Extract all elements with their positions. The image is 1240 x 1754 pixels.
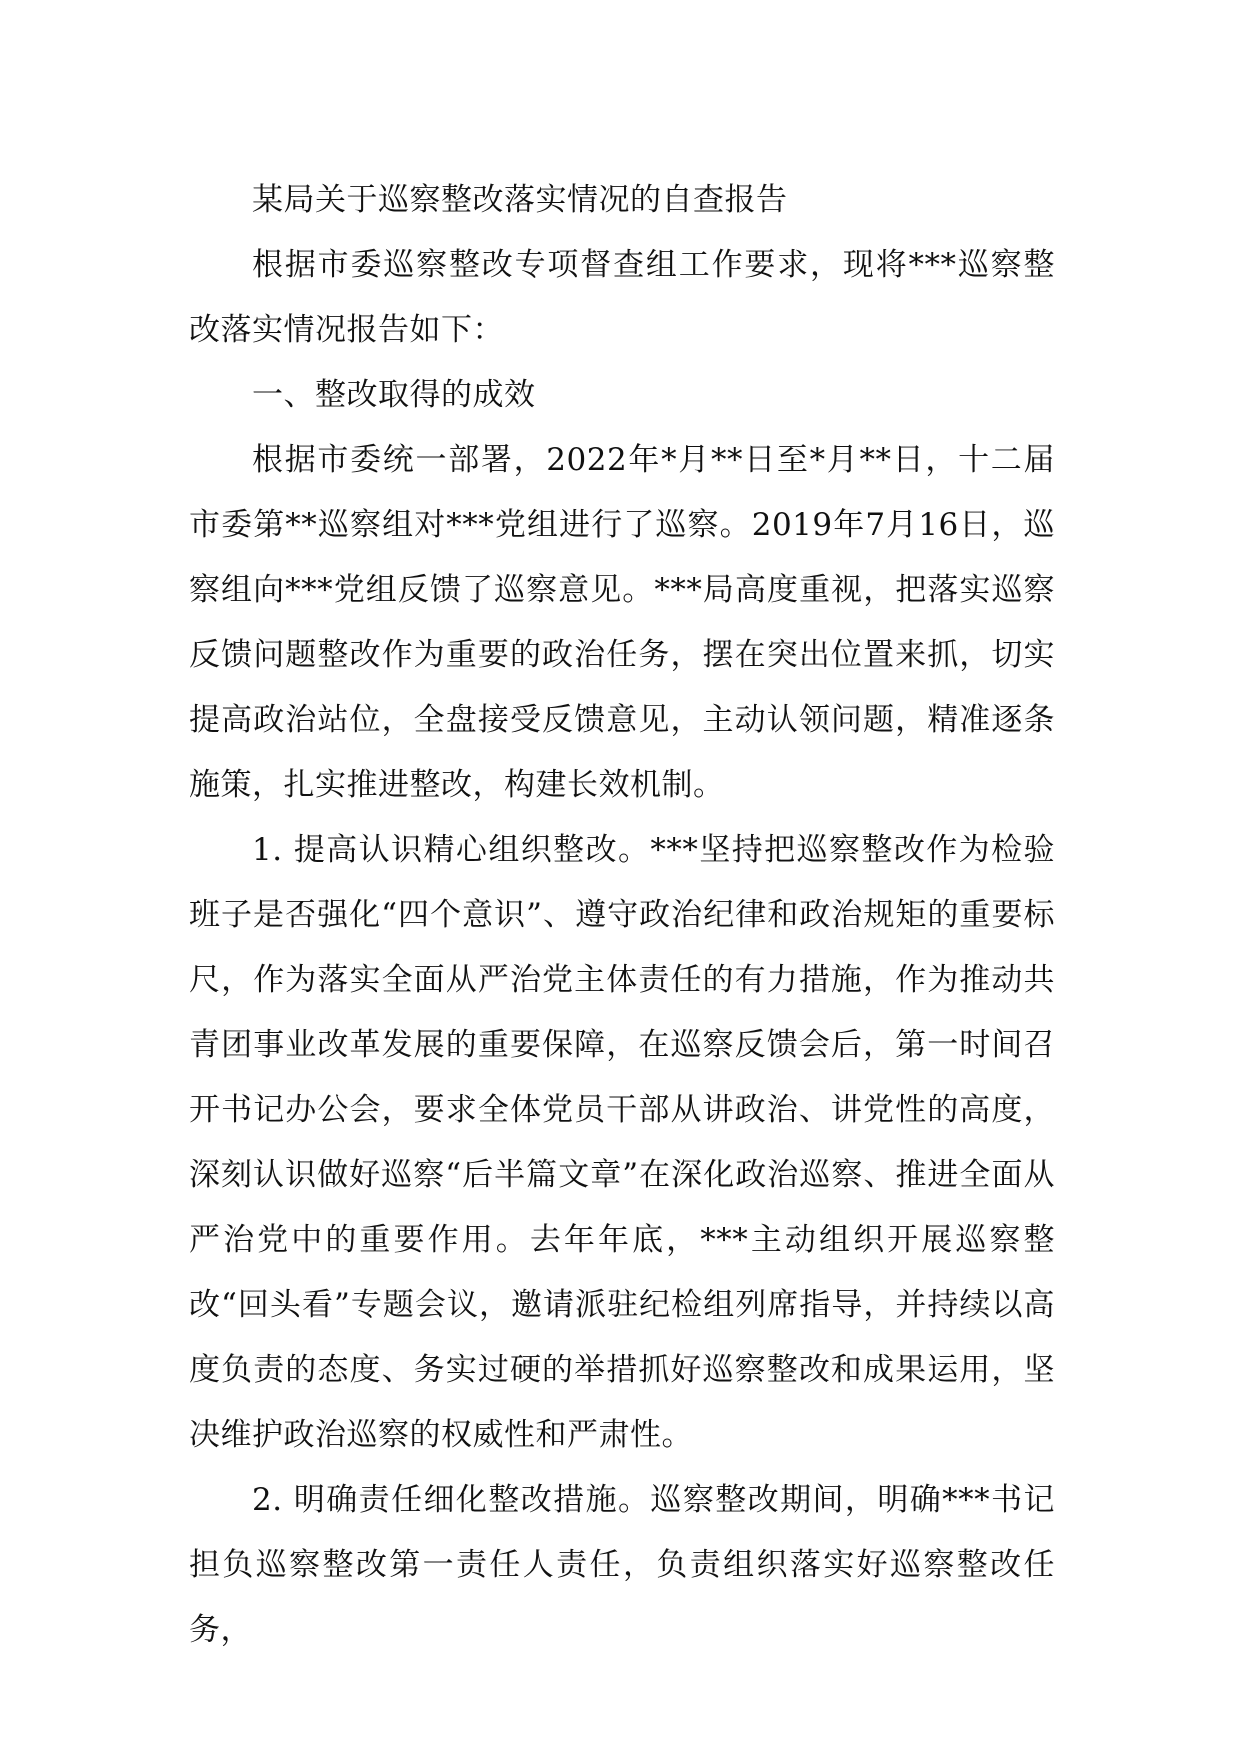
section-heading: 一、整改取得的成效 bbox=[252, 377, 536, 413]
section-paragraph: 根据市委统一部署，2022年*月**日至*月**日，十二届市委第**巡察组对***党组进行了巡察。2019年7月16日，巡察组向***党组反馈了巡察意见。***局高度重视，把落实巡察反馈问题整改作为重要的政治任务，摆在突出位置来抓，切实提高政治站位，全盘接受反馈意见，主动认领问题，精准逐条施策，扎实推进整改，构建长效机制。 bbox=[189, 442, 1055, 803]
document-body bbox=[189, 168, 1055, 1663]
numbered-item-2: 2. 明确责任细化整改措施。巡察整改期间，明确***书记担负巡察整改第一责任人责任，负责组织落实好巡察整改任务， bbox=[189, 1482, 1055, 1648]
numbered-item-1: 1. 提高认识精心组织整改。***坚持把巡察整改作为检验班子是否强化“四个意识”、遵守政治纪律和政治规矩的重要标尺，作为落实全面从严治党主体责任的有力措施，作为推动共青团事业改革发展的重要保障，在巡察反馈会后，第一时间召开书记办公会，要求全体党员干部从讲政治、讲党性的高度，深刻认识做好巡察“后半篇文章”在深化政治巡察、推进全面从严治党中的重要作用。去年年底，***主动组织开展巡察整改“回头看”专题会议，邀请派驻纪检组列席指导，并持续以高度负责的态度、务实过硬的举措抓好巡察整改和成果运用，坚决维护政治巡察的权威性和严肃性。 bbox=[189, 832, 1055, 1453]
intro-paragraph: 根据市委巡察整改专项督查组工作要求，现将***巡察整改落实情况报告如下： bbox=[189, 247, 1055, 348]
document-title: 某局关于巡察整改落实情况的自查报告 bbox=[252, 182, 788, 218]
